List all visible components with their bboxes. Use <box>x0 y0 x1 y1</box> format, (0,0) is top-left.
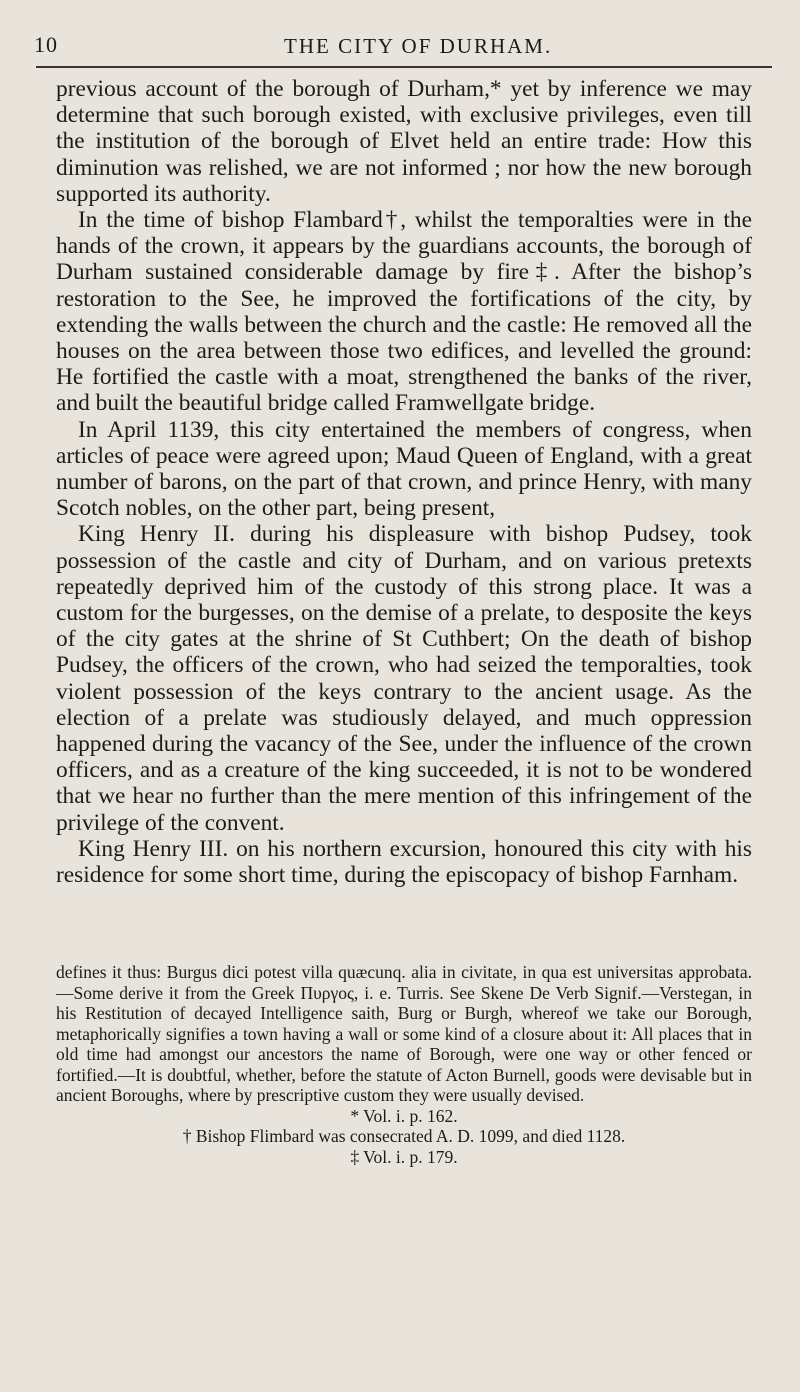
footnote-double-dagger <box>56 1147 752 1168</box>
paragraph: In April 1139, this city entertained the members of congress, when articles of peace were agreed upon; Maud Queen of England, with a great number of barons, on the part of that crown, and prince Henry, with many Scotch nobles, on the other part, being present, <box>56 416 752 522</box>
paragraph: King Henry III. on his northern excursion, honoured this city with his residence for some short time, during the episcopacy of bishop Farnham. <box>56 835 752 889</box>
paragraph: previous account of the borough of Durham,* yet by inference we may determine that such borough existed, with exclusive privileges, even till the institution of the borough of Elvet held an entire trade: How this diminution was relished, we are not informed ; nor how the new borough supported its authority. <box>56 76 752 207</box>
header-rule <box>36 66 772 68</box>
paragraph: In the time of bishop Flambard†, whilst the temporalties were in the hands of the crown, it appears by the guardians accounts, the borough of Durham sustained considerable damage by fire‡. After the bishop’s restoration to the See, he improved the fortifications of the city, by extending the walls between the church and the castle: He removed all the houses on the area between those two edifices, and levelled the ground: He fortified the castle with a moat, strengthened the banks of the river, and built the beautiful bridge called Framwellgate bridge. <box>56 207 752 417</box>
body-text <box>56 76 752 888</box>
footnotes <box>56 962 752 1167</box>
footnote-dagger-text: † Bishop Flimbard was consecrated A. D. 1099, and died 1128. <box>182 1126 626 1147</box>
footnote-double-dagger-text: ‡ Vol. i. p. 179. <box>350 1146 458 1167</box>
page-header <box>34 32 752 66</box>
footnote-star-text: * Vol. i. p. 162. <box>350 1105 458 1126</box>
running-head: THE CITY OF DURHAM. <box>284 34 553 58</box>
footnote-continued: defines it thus: Burgus dici potest villa quæcunq. alia in civitate, in qua est universitas approbata.—Some derive it from the Greek Πυργος, i. e. Turris. See Skene De Verb Signif.—Verstegan, in his Restitution of decayed Intelligence saith, Burg or Burgh, whereof we take our Borough, metaphorically signifies a town having a wall or some kind of a closure about it: All places that in old time had amongst our ancestors the name of Borough, were one way or other fenced or fortified.—It is doubtful, whether, before the statute of Acton Burnell, goods were devisable but in ancient Boroughs, where by prescriptive custom they were usually devised. <box>56 962 752 1106</box>
page-number: 10 <box>34 32 58 57</box>
footnote-dagger <box>56 1126 752 1147</box>
paragraph: King Henry II. during his displeasure with bishop Pudsey, took possession of the castle and city of Durham, and on various pretexts repeatedly deprived him of the custody of this strong place. It was a custom for the burgesses, on the demise of a prelate, to desposite the keys of the city gates at the shrine of St Cuthbert; On the death of bishop Pudsey, the officers of the crown, who had seized the temporalties, took violent possession of the keys contrary to the ancient usage. As the election of a prelate was studiously delayed, and much oppression happened during the vacancy of the See, under the influence of the crown officers, and as a creature of the king succeeded, it is not to be wondered that we hear no further than the mere mention of this infringement of the privilege of the convent. <box>56 521 752 836</box>
footnote-star <box>56 1106 752 1127</box>
